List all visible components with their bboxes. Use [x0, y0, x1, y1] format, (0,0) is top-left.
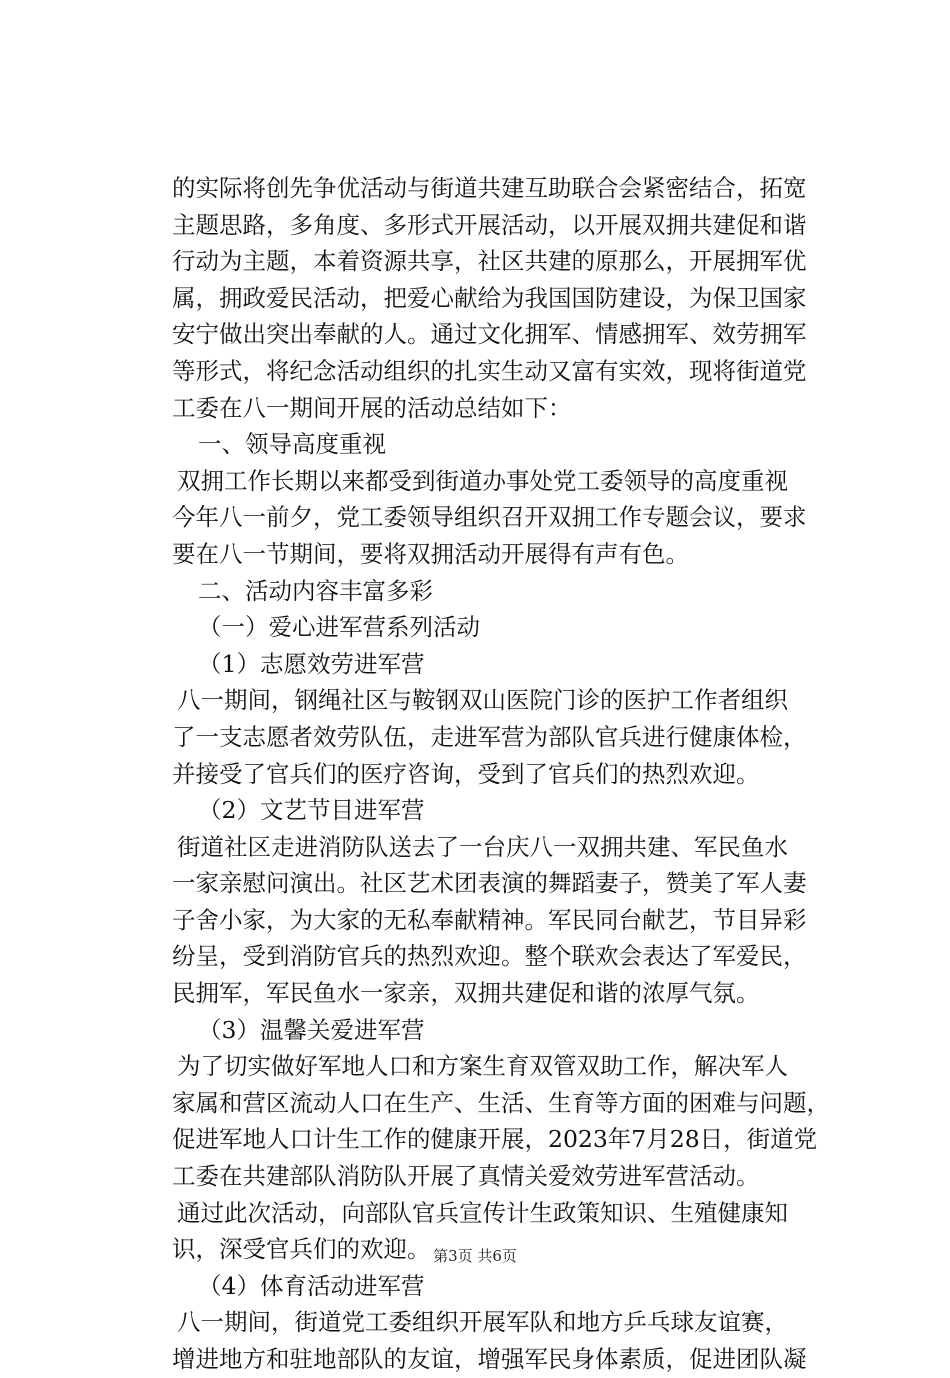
text-line: 了一支志愿者效劳队伍，走进军营为部队官兵进行健康体检， — [172, 722, 807, 751]
text-line: 并接受了官兵们的医疗咨询，受到了官兵们的热烈欢迎。 — [172, 759, 760, 788]
page-footer — [0, 1245, 950, 1266]
text-line: 家属和营区流动人口在生产、生活、生育等方面的困难与问题， — [172, 1088, 830, 1117]
text-line: 等形式，将纪念活动组织的扎实生动又富有实效，现将街道党 — [172, 356, 807, 385]
item-heading: （2）文艺节目进军营 — [198, 796, 425, 825]
text-line: 要在八一节期间，要将双拥活动开展得有声有色。 — [172, 539, 689, 568]
text-line: 主题思路，多角度、多形式开展活动，以开展双拥共建促和谐 — [172, 210, 807, 239]
text-line: 行动为主题，本着资源共享，社区共建的原那么，开展拥军优 — [172, 247, 807, 276]
text-line: 一家亲慰问演出。社区艺术团表演的舞蹈妻子，赞美了军人妻 — [172, 869, 807, 898]
text-line: 通过此次活动，向部队官兵宣传计生政策知识、生殖健康知 — [177, 1198, 788, 1227]
text-line: 民拥军，军民鱼水一家亲，双拥共建促和谐的浓厚气氛。 — [172, 979, 760, 1008]
text-line: 属，拥政爱民活动，把爱心献给为我国国防建设，为保卫国家 — [172, 283, 807, 312]
text-line: 促进军地人口计生工作的健康开展，2023年7月28日，街道党 — [172, 1125, 818, 1154]
page-number: 第3页 共6页 — [433, 1247, 517, 1265]
text-line: 双拥工作长期以来都受到街道办事处党工委领导的高度重视 — [177, 466, 788, 495]
text-line: 街道社区走进消防队送去了一台庆八一双拥共建、军民鱼水 — [177, 832, 788, 861]
section-heading: 一、领导高度重视 — [198, 430, 386, 459]
document-body — [172, 170, 830, 1378]
item-heading: （1）志愿效劳进军营 — [198, 649, 425, 678]
text-line: 为了切实做好军地人口和方案生育双管双助工作，解决军人 — [177, 1052, 788, 1081]
text-line: 纷呈，受到消防官兵的热烈欢迎。整个联欢会表达了军爱民， — [172, 942, 807, 971]
text-line: 子舍小家，为大家的无私奉献精神。军民同台献艺，节目异彩 — [172, 905, 807, 934]
text-line: 今年八一前夕，党工委领导组织召开双拥工作专题会议，要求 — [172, 503, 807, 532]
text-line: 识，深受官兵们的欢迎。 — [172, 1235, 431, 1264]
item-heading: （4）体育活动进军营 — [198, 1271, 425, 1300]
subsection-heading: （一）爱心进军营系列活动 — [198, 613, 480, 642]
text-line: 安宁做出突出奉献的人。通过文化拥军、情感拥军、效劳拥军 — [172, 320, 807, 349]
text-line: 工委在共建部队消防队开展了真情关爱效劳进军营活动。 — [172, 1162, 760, 1191]
text-line: 八一期间，钢绳社区与鞍钢双山医院门诊的医护工作者组织 — [177, 686, 788, 715]
text-line: 增进地方和驻地部队的友谊，增强军民身体素质，促进团队凝 — [172, 1345, 807, 1373]
text-line: 工委在八一期间开展的活动总结如下： — [172, 393, 572, 422]
item-heading: （3）温馨关爱进军营 — [198, 1015, 425, 1044]
section-heading: 二、活动内容丰富多彩 — [198, 576, 433, 605]
text-line: 八一期间，街道党工委组织开展军队和地方乒乓球友谊赛， — [177, 1308, 788, 1337]
text-line: 的实际将创先争优活动与街道共建互助联合会紧密结合，拓宽 — [172, 174, 807, 202]
